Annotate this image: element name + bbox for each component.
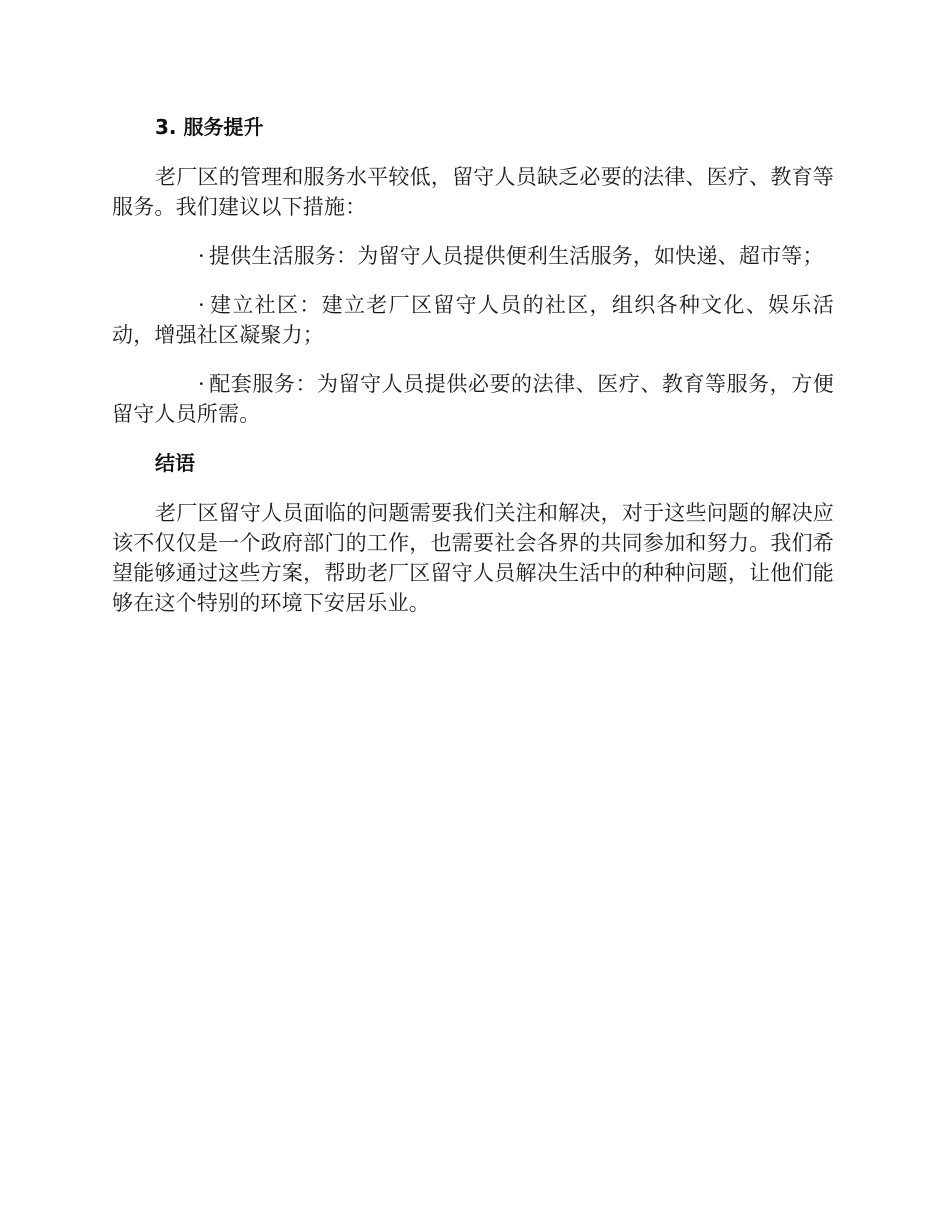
bullet-item-support-services <box>112 369 834 429</box>
bullet-marker: · <box>198 244 205 268</box>
bullet-item-life-services <box>112 241 834 271</box>
conclusion-paragraph: 老厂区留守人员面临的问题需要我们关注和解决，对于这些问题的解决应该不仅仅是一个政府部门的工作，也需要社会各界的共同参加和努力。我们希望能够通过这些方案，帮助老厂区留守人员解决生活中的种种问题，让他们能够在这个特别的环境下安居乐业。 <box>112 501 834 615</box>
bullet-text: 提供生活服务：为留守人员提供便利生活服务，如快递、超市等； <box>208 244 824 268</box>
section-heading-conclusion: 结语 <box>155 451 195 475</box>
bullet-item-community <box>112 290 834 350</box>
document-content <box>112 112 834 637</box>
bullet-marker: · <box>198 372 205 396</box>
section-heading-service-improvement: 3. 服务提升 <box>155 115 264 139</box>
section-intro-paragraph: 老厂区的管理和服务水平较低，留守人员缺乏必要的法律、医疗、教育等服务。我们建议以下措施： <box>112 165 834 219</box>
bullet-marker: · <box>198 293 205 317</box>
bullet-text: 配套服务：为留守人员提供必要的法律、医疗、教育等服务，方便留守人员所需。 <box>112 372 834 426</box>
bullet-text: 建立社区：建立老厂区留守人员的社区，组织各种文化、娱乐活动，增强社区凝聚力； <box>112 293 834 347</box>
